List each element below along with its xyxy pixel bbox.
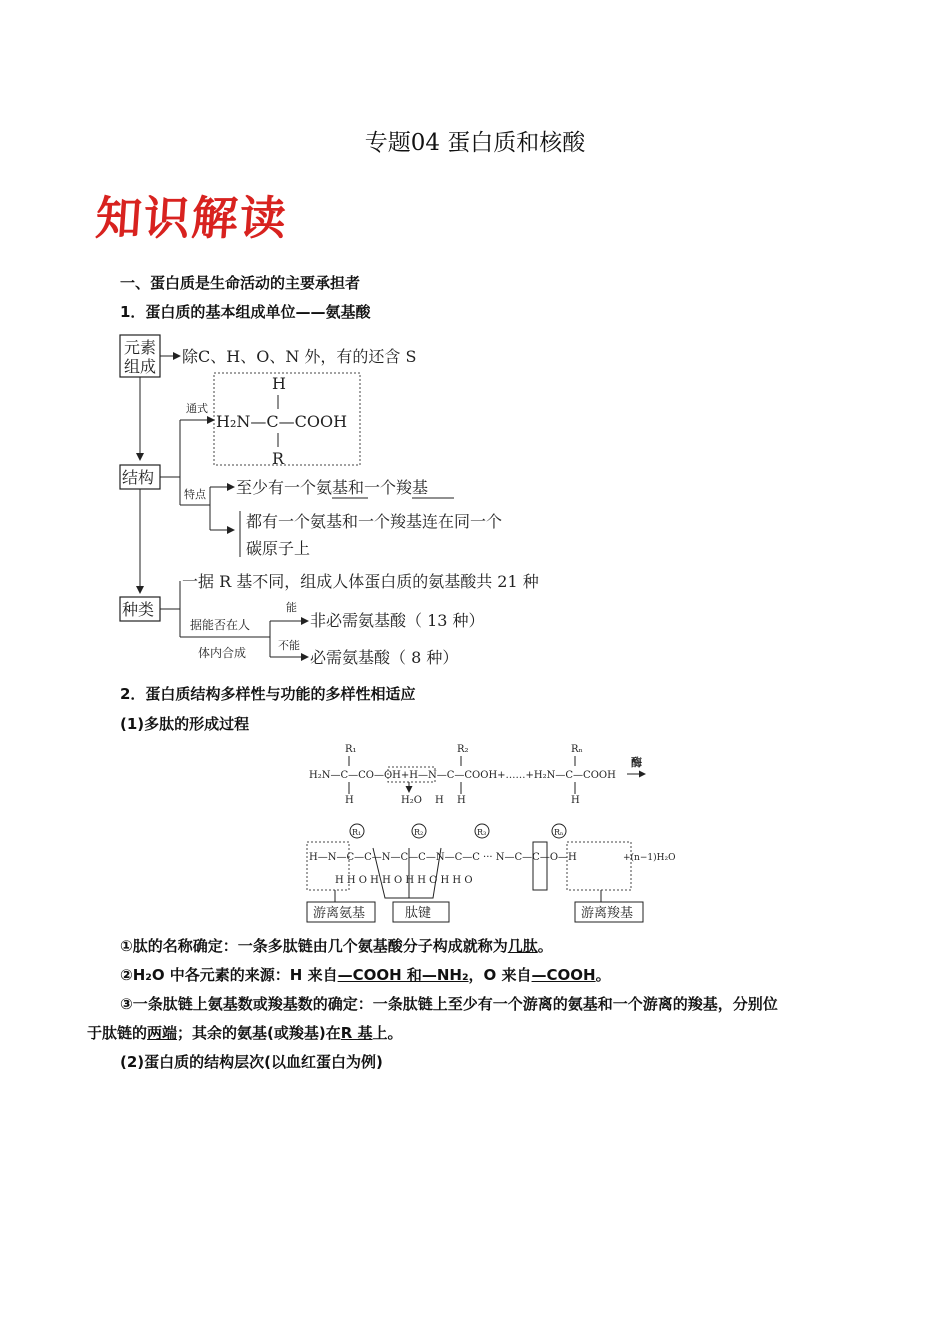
types-line: 一据 R 基不同，组成人体蛋白质的氨基酸共 21 种 [182, 572, 539, 591]
general-formula: H₂N—C—COOH [216, 412, 348, 431]
point-3-line2: 于肽链的两端；其余的氨基(或羧基)在R 基上。 [87, 1024, 403, 1042]
synth-label-2: 体内合成 [198, 646, 247, 660]
svg-text:R₁: R₁ [352, 828, 362, 837]
formula-r: R [272, 449, 285, 468]
types-box-label: 种类 [122, 600, 155, 619]
point-2: ②H₂O 中各元素的来源：H 来自—COOH 和—NH₂，O 来自—COOH。 [120, 966, 611, 984]
polypeptide-formation-diagram [305, 738, 690, 926]
subheading-1: 1．蛋白质的基本组成单位——氨基酸 [120, 303, 371, 321]
free-carboxyl-box [567, 842, 631, 890]
nh-box [533, 842, 547, 890]
subheading-2-1: (1)多肽的形成过程 [120, 715, 250, 733]
svg-text:Rₙ: Rₙ [571, 744, 583, 755]
formula-h: H [272, 374, 286, 393]
reaction-equation: H₂N—C—CO—OH+H—N—C—COOH+……+H₂N—C—COOH [309, 770, 616, 781]
svg-text:H H O H H O H H: H H O H H O H H O H H O [335, 875, 473, 886]
nonessential-aa: 非必需氨基酸（ 13 种） [310, 611, 485, 630]
svg-text:H: H [435, 795, 444, 806]
feature-2-line1: 都有一个氨基和一个羧基连在同一个 [246, 512, 503, 531]
svg-text:R₃: R₃ [477, 828, 487, 837]
label-free-amino: 游离氨基 [313, 906, 366, 921]
general-formula-label: 通式 [186, 402, 208, 415]
svg-text:R₂: R₂ [414, 828, 424, 837]
synth-label-1: 据能否在人 [190, 618, 251, 632]
elements-text: 除C、H、O、N 外，有的还含 S [182, 347, 417, 366]
svg-text:H: H [571, 795, 580, 806]
svg-text:R₂: R₂ [457, 744, 469, 755]
structure-box-label: 结构 [122, 468, 155, 487]
point-3-line1: ③一条肽链上氨基数或羧基数的确定：一条肽链上至少有一个游离的氨基和一个游离的羧基，分别位 [120, 995, 778, 1013]
label-free-carboxyl: 游离羧基 [581, 906, 634, 921]
section-heading: 一、蛋白质是生命活动的主要承担者 [120, 274, 361, 292]
essential-aa: 必需氨基酸（ 8 种） [310, 648, 459, 667]
cannot-label: 不能 [278, 639, 300, 652]
point-1: ①肽的名称确定：一条多肽链由几个氨基酸分子构成就称为几肽。 [120, 937, 553, 955]
n-minus-1-water: +(n−1)H₂O [623, 853, 676, 863]
can-label: 能 [286, 601, 297, 614]
elements-box-line1: 元素 [124, 338, 157, 357]
svg-text:Rₙ: Rₙ [554, 828, 564, 837]
svg-text:H—N—C—C—N—C—C—N—C—C ··· N—C—C—: H—N—C—C—N—C—C—N—C—C ··· N—C—C—O—H [309, 852, 577, 863]
enzyme-label: 酶 [631, 756, 642, 769]
subheading-2: 2．蛋白质结构多样性与功能的多样性相适应 [120, 685, 416, 703]
elements-box-line2: 组成 [124, 357, 157, 376]
water-product: H₂O [401, 795, 422, 806]
subheading-2-2: (2)蛋白质的结构层次(以血红蛋白为例) [120, 1053, 383, 1071]
feature-label: 特点 [184, 488, 206, 501]
knowledge-banner: 知识解读 [93, 191, 290, 245]
svg-text:R₁: R₁ [345, 744, 357, 755]
svg-text:H: H [345, 795, 354, 806]
feature-2-line2: 碳原子上 [246, 539, 311, 558]
amino-acid-concept-map [110, 325, 590, 675]
label-peptide-bond: 肽键 [405, 906, 432, 921]
svg-text:H: H [457, 795, 466, 806]
page-title: 专题04 蛋白质和核酸 [364, 130, 586, 156]
feature-1: 至少有一个氨基和一个羧基 [236, 478, 429, 497]
